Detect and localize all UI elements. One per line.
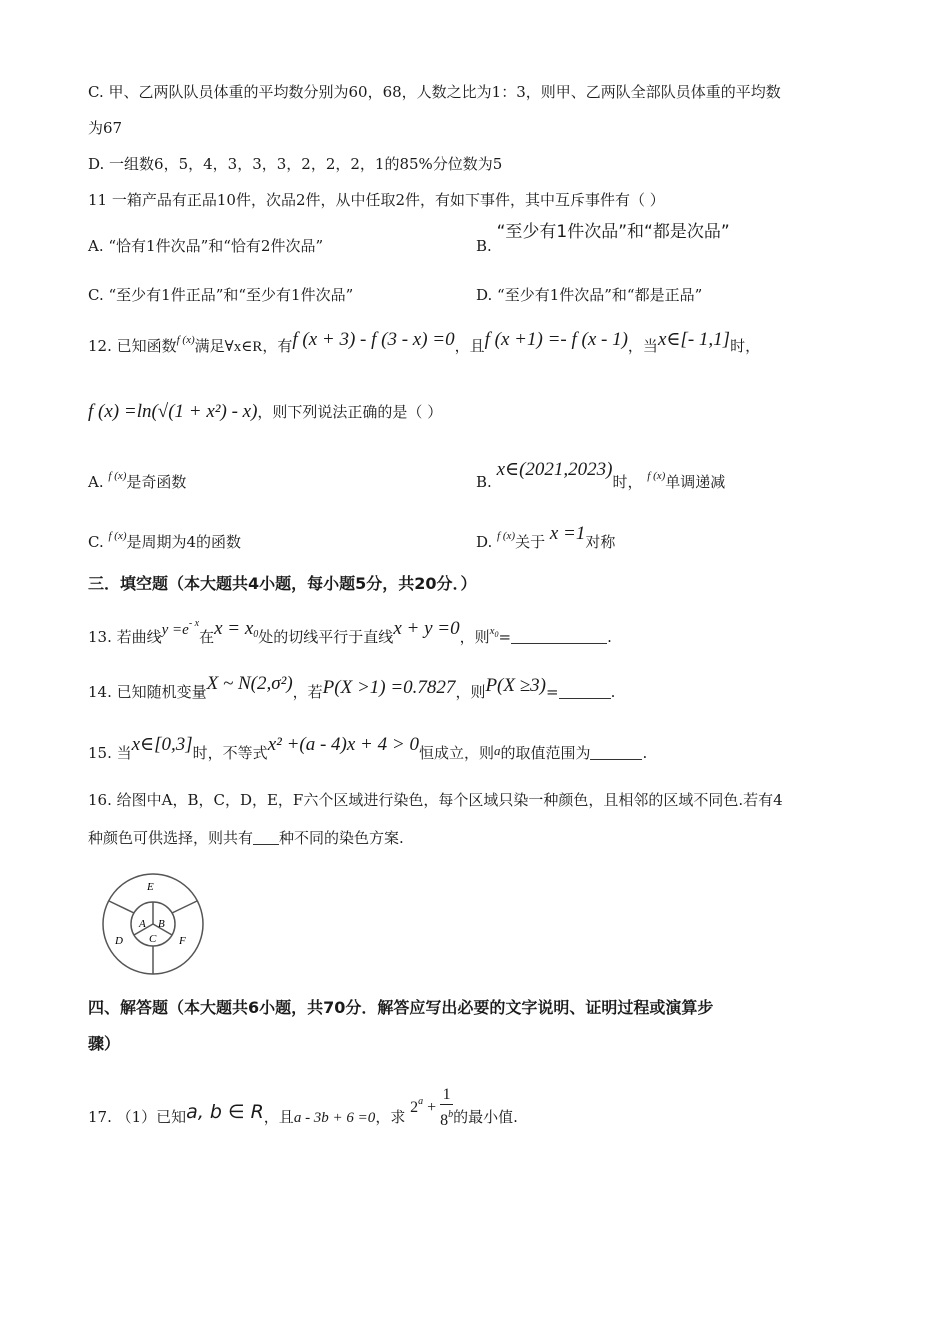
q13-text: 处的切线平行于直线 xyxy=(258,628,394,646)
q12-stem-line1 xyxy=(88,330,760,357)
q11-option-d: D. “至少有1件次品”和“都是正品” xyxy=(476,286,703,304)
q15-text: 15. 当 xyxy=(88,744,132,762)
q10-option-c-line1: C. 甲、乙两队队员体重的平均数分别为60，68，人数之比为1：3，则甲、乙两队全部队员体重的平均数 xyxy=(88,83,781,101)
q12-text: 时， xyxy=(730,337,761,355)
q17-text: ，求 xyxy=(375,1108,406,1127)
q12-option-d-equation: x =1 xyxy=(549,523,586,544)
q12-option-b-mid: 时， xyxy=(612,473,643,491)
q11-option-a: A. “恰有1件次品”和“恰有2件次品” xyxy=(88,237,324,255)
q12-option-d-fx: f (x) xyxy=(497,530,516,542)
q16-label-c: C xyxy=(149,933,157,945)
q14-text: ，则 xyxy=(455,683,486,701)
q15-condition: x∈[0,3] xyxy=(131,734,193,755)
q12-option-a-label: A. xyxy=(88,473,104,491)
q15-inequality: x² +(a - 4)x + 4 > 0 xyxy=(267,734,419,755)
q14-probability-given: P(X >1) =0.7827 xyxy=(322,677,456,698)
q13-curve: y =e xyxy=(161,622,189,638)
q12-text: 满足 xyxy=(194,337,225,355)
section-4-title-line1: 四、解答题（本大题共6小题，共70分．解答应写出必要的文字说明、证明过程或演算步 xyxy=(88,998,714,1017)
q13-text: 在 xyxy=(199,628,215,646)
q17-exponent-a: a xyxy=(418,1096,424,1108)
q12-option-b-label: B. xyxy=(476,473,492,491)
q12-option-b-condition: x∈(2021,2023) xyxy=(496,459,613,480)
q17-condition: a - 3b + 6 =0 xyxy=(293,1110,376,1127)
q14 xyxy=(88,673,616,702)
q16-label-b: B xyxy=(158,918,165,930)
q12-option-d-label: D. xyxy=(476,533,493,551)
q15-text: 时，不等式 xyxy=(192,744,268,762)
q12-option-b-fx: f (x) xyxy=(647,470,666,482)
q14-text: . xyxy=(610,683,616,701)
q12-option-a xyxy=(88,466,186,492)
q15-answer-blank[interactable] xyxy=(590,745,642,760)
q17-exponent-b: b xyxy=(448,1109,454,1120)
q14-text: = xyxy=(546,683,559,701)
q12-interval: x∈[- 1,1] xyxy=(657,329,731,350)
q16-text: 种不同的染色方案. xyxy=(279,829,404,847)
q14-answer-blank[interactable] xyxy=(559,684,611,699)
q12-option-d-mid: 关于 xyxy=(515,533,546,551)
q16-outer-divider xyxy=(172,901,197,913)
q12-equation-1: f (x + 3) - f (3 - x) =0 xyxy=(292,329,455,350)
q12-fx: f (x) xyxy=(176,334,195,346)
q17-variables: a, b ∈ R xyxy=(186,1101,264,1124)
q15-text: 的取值范围为 xyxy=(500,744,591,762)
q17-text: 17. （1）已知 xyxy=(88,1108,187,1127)
q17-denominator-base: 8 xyxy=(440,1112,449,1129)
q12-option-b-text: 单调递减 xyxy=(665,473,726,491)
q17-denominator xyxy=(440,1105,453,1131)
q17-base: 2 xyxy=(410,1099,419,1117)
q12-text: ，则下列说法正确的是（ ） xyxy=(257,403,443,421)
q13-answer-var: x xyxy=(489,625,495,637)
q17-fraction xyxy=(440,1086,453,1131)
q17-text: 的最小值. xyxy=(453,1108,518,1127)
q12-equation-2: f (x +1) =- f (x - 1) xyxy=(484,329,628,350)
q13-line: x + y =0 xyxy=(393,618,460,639)
q11-option-b-label: B. xyxy=(476,237,492,255)
q17-text: ，且 xyxy=(263,1108,294,1127)
q12-option-d-text: 对称 xyxy=(585,533,616,551)
q16-label-e: E xyxy=(147,881,154,893)
q11-option-b-text: “至少有1件次品”和“都是次品” xyxy=(496,222,730,242)
q17-plus: + xyxy=(427,1099,437,1117)
q11-option-c: C. “至少有1件正品”和“至少有1件次品” xyxy=(88,286,354,304)
q12-text: 12. 已知函数 xyxy=(88,337,177,355)
q13-text: 13. 若曲线 xyxy=(88,628,162,646)
q12-option-a-text: 是奇函数 xyxy=(126,473,187,491)
q15-text: . xyxy=(642,744,648,762)
q12-text: ，且 xyxy=(454,337,485,355)
q12-stem-line2 xyxy=(88,402,442,422)
q13-text: ，则 xyxy=(459,628,490,646)
q15-variable: a xyxy=(493,743,501,758)
q12-function-definition: f (x) =ln(√(1 + x²) - x) xyxy=(88,401,258,422)
q13-text: . xyxy=(607,628,612,646)
q15-text: 恒成立，则 xyxy=(418,744,494,762)
q12-option-d xyxy=(476,523,616,552)
section-4-title-line2: 骤） xyxy=(88,1034,121,1053)
q10-option-d: D. 一组数6，5，4，3，3，3，2，2，2，1的85%分位数为5 xyxy=(88,155,503,173)
q17-numerator: 1 xyxy=(440,1086,453,1105)
q16-label-f: F xyxy=(179,935,186,947)
q11-option-b xyxy=(476,222,730,256)
q12-text: ，当 xyxy=(627,337,658,355)
q12-option-c-text: 是周期为4的函数 xyxy=(126,533,242,551)
q14-distribution: X ~ N(2,σ²) xyxy=(206,673,293,694)
q16-region-diagram xyxy=(100,873,206,975)
q16-outer-divider xyxy=(109,901,134,913)
q16-label-d: D xyxy=(115,935,123,947)
q16-line2 xyxy=(88,828,404,848)
q12-forall: ∀x∈R xyxy=(224,339,263,355)
section-3-title: 三．填空题（本大题共4小题，每小题5分，共20分．） xyxy=(88,574,477,593)
q16-label-a: A xyxy=(139,918,146,930)
q12-option-c-label: C. xyxy=(88,533,104,551)
q12-option-c-fx: f (x) xyxy=(108,530,127,542)
q13 xyxy=(88,618,612,653)
q13-point-subscript: 0 xyxy=(253,629,259,640)
q16-text: 种颜色可供选择，则共有 xyxy=(88,829,254,847)
q15 xyxy=(88,734,648,764)
q11-stem: 11 一箱产品有正品10件，次品2件，从中任取2件，有如下事件，其中互斥事件有（ ） xyxy=(88,191,665,209)
q12-option-b xyxy=(476,459,726,492)
q13-curve-exponent: - x xyxy=(188,618,200,629)
q17-expression xyxy=(410,1086,453,1131)
q12-option-a-fx: f (x) xyxy=(108,470,127,482)
q14-probability-asked: P(X ≥3) xyxy=(485,675,546,696)
q13-point: x = x xyxy=(214,618,254,639)
q14-text: ，若 xyxy=(292,683,323,701)
q14-text: 14. 已知随机变量 xyxy=(88,683,207,701)
q17 xyxy=(88,1086,518,1141)
q10-option-c-line2: 为67 xyxy=(88,119,123,137)
q13-answer-blank[interactable] xyxy=(511,629,607,644)
q13-text: = xyxy=(498,628,512,646)
q12-text: ，有 xyxy=(262,337,293,355)
q16-line1: 16. 给图中A，B，C，D，E，F六个区域进行染色，每个区域只染一种颜色，且相邻的区域不同色.若有4 xyxy=(88,791,783,809)
q13-answer-subscript: 0 xyxy=(494,630,499,639)
q12-option-c xyxy=(88,526,241,552)
q16-answer-blank[interactable] xyxy=(253,830,279,845)
